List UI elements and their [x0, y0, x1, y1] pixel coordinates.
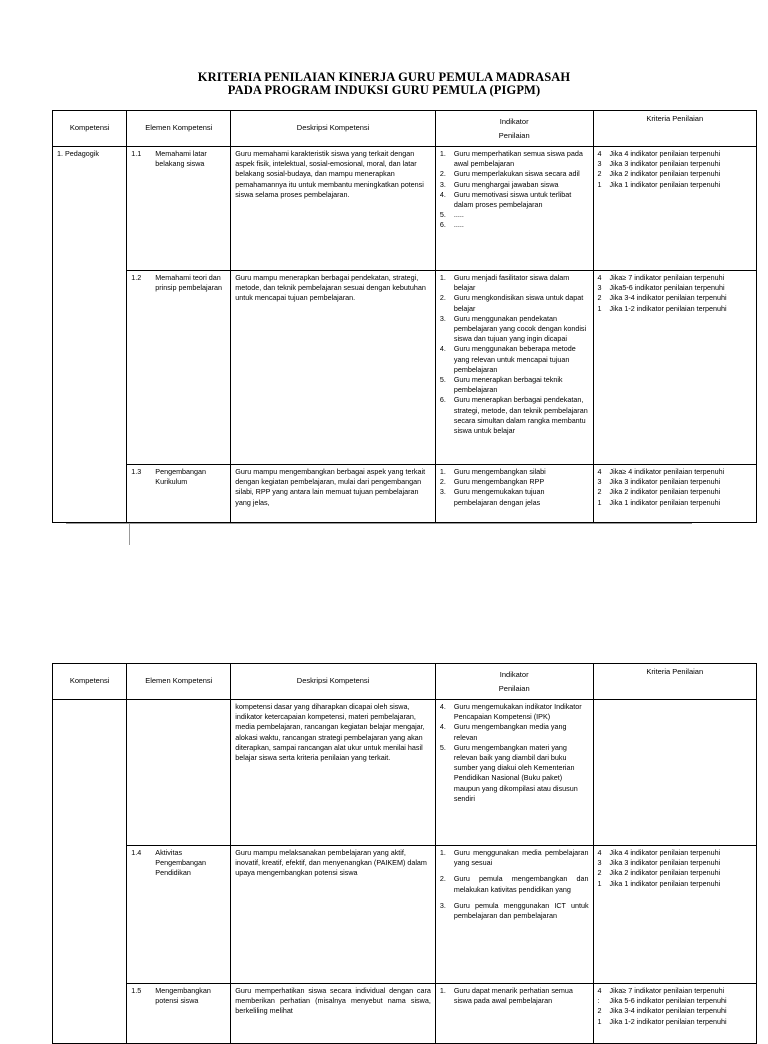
table-row [53, 846, 757, 984]
kriteria-text: Jika 4 indikator penilaian terpenuhi [609, 848, 721, 857]
indikator-text: Guru mengemukakan indikator Indikator Pencapaian Kompetensi (IPK) [453, 702, 582, 722]
kriteria-line [598, 159, 752, 169]
elemen-label: Pengembangan Kurikulum [155, 467, 207, 487]
indikator-number: 1. [439, 986, 446, 995]
indikator-text: Guru memperhatikan semua siswa pada awal pembelajaran [453, 149, 583, 169]
header-indikator-line1: Indikator [499, 669, 529, 679]
kriteria-line [598, 293, 752, 303]
elemen-label: Memahami teori dan prinsip pembelajaran [155, 273, 223, 293]
kriteria-score: 1 [597, 179, 602, 189]
deskripsi-cell: Guru mampu melaksanakan pembelajaran yang aktif, inovatif, kreatif, efektif, dan menyenangkan (PAIKEM) dalam upaya mengembangkan potensi siswa [231, 846, 436, 984]
elemen-number: 1.2 [131, 273, 142, 282]
indikator-text: Guru menerapkan berbagai pendekatan, strategi, metode, dan teknik pembelajaran secara simultan dalam rangka membantu siswa untuk belajar [453, 395, 588, 436]
indikator-text: Guru menggunakan pendekatan pembelajaran yang cocok dengan kondisi siswa dan tujuan yang ingin dicapai [453, 313, 587, 344]
deskripsi-cell: Guru mampu mengembangkan berbagai aspek yang terkait dengan kegiatan pembelajaran, mulai dari pengembangan silabi, RPP yang antara lain memuat tujuan pembelajaran yang jelas, [231, 465, 436, 523]
kriteria-text: Jika 4 indikator penilaian terpenuhi [609, 149, 721, 158]
header-indikator-line1: Indikator [499, 116, 529, 126]
indikator-item [440, 169, 589, 179]
table-header-row [53, 111, 757, 147]
indikator-item [440, 722, 589, 742]
indikator-cell [435, 700, 593, 846]
kriteria-score: 1 [597, 1016, 602, 1026]
indikator-text: Guru memotivasi siswa untuk terlibat dalam proses pembelajaran [453, 189, 572, 210]
kriteria-text: Jika 3-4 indikator penilaian terpenuhi [609, 1006, 727, 1016]
elemen-cell [127, 984, 231, 1044]
kriteria-line [598, 304, 752, 314]
indikator-item [440, 149, 589, 169]
indikator-number: 2. [439, 293, 446, 303]
indikator-number: 6. [439, 395, 446, 405]
table-row [53, 984, 757, 1044]
indikator-text: Guru mengkondisikan siswa untuk dapat belajar [453, 293, 584, 313]
indikator-number: 4. [439, 722, 446, 732]
kriteria-text: Jika 3-4 indikator penilaian terpenuhi [609, 293, 727, 303]
kriteria-text: Jika5-6 indikator penilaian terpenuhi [609, 283, 725, 293]
kriteria-text: Jika 2 indikator penilaian terpenuhi [609, 868, 721, 878]
kriteria-line [598, 180, 752, 190]
indikator-cell [435, 465, 593, 523]
indikator-text: Guru menerapkan berbagai teknik pembelajaran [453, 375, 563, 395]
indikator-text: Guru mengembangkan RPP [453, 477, 545, 487]
kriteria-score: 1 [597, 878, 602, 888]
indikator-item [440, 848, 589, 868]
kriteria-line [598, 868, 752, 878]
kriteria-cell [593, 465, 756, 523]
elemen-cell [127, 465, 231, 523]
page-break-marker [129, 523, 130, 545]
indikator-number: 2. [439, 874, 446, 884]
table-header-row [53, 664, 757, 700]
kriteria-line [598, 477, 752, 487]
kompetensi-cell: 1. Pedagogik [53, 147, 127, 523]
kriteria-text: Jika 1 indikator penilaian terpenuhi [609, 179, 721, 189]
indikator-number: 1. [439, 467, 446, 476]
indikator-number: 5. [439, 375, 446, 385]
kriteria-score: 3 [597, 159, 602, 169]
table-row [53, 465, 757, 523]
kriteria-cell [593, 846, 756, 984]
table-row [53, 271, 757, 465]
indikator-text: Guru memperlakukan siswa secara adil [453, 169, 580, 179]
indikator-number: 2. [439, 169, 446, 179]
kriteria-text: Jika 3 indikator penilaian terpenuhi [609, 477, 721, 487]
kriteria-text: Jika 1-2 indikator penilaian terpenuhi [609, 303, 727, 313]
indikator-item [440, 190, 589, 210]
indikator-number: 2. [439, 477, 446, 487]
deskripsi-cell: kompetensi dasar yang diharapkan dicapai oleh siswa, indikator ketercapaian kompetensi, materi pembelajaran, media pembelajaran, rancangan kegiatan belajar mengajar, alokasi waktu, rancangan strategi pembelajaran yang akan diterapkan, sampai rancangan alat ukur untuk menilai hasil belajar siswa serta kriteria penilaian yang terkait. [231, 700, 436, 846]
kriteria-line [598, 467, 752, 477]
indikator-number: 4. [439, 189, 446, 199]
kriteria-score: : [597, 996, 600, 1006]
kriteria-score: 1 [597, 303, 602, 313]
indikator-number: 3. [439, 179, 446, 189]
header-deskripsi: Deskripsi Kompetensi [231, 111, 436, 147]
header-kriteria: Kriteria Penilaian [593, 111, 756, 147]
kriteria-score: 2 [597, 487, 602, 497]
kriteria-text: Jika≥ 7 indikator penilaian terpenuhi [609, 986, 725, 995]
kriteria-score: 4 [597, 467, 602, 476]
kriteria-text: Jika 3 indikator penilaian terpenuhi [609, 858, 721, 868]
elemen-number: 1.1 [131, 149, 142, 158]
elemen-number: 1.4 [131, 848, 142, 857]
indikator-item [440, 344, 589, 375]
indikator-text: Guru pemula menggunakan ICT untuk pembelajaran dan pembelajaran [453, 900, 589, 921]
indikator-number: 3. [439, 900, 446, 910]
indikator-text: Guru menghargai jawaban siswa [453, 179, 559, 189]
deskripsi-cell: Guru memperhatikan siswa secara individual dengan cara memberikan perhatian (misalnya menyebut nama siswa, berkeliling melihat [231, 984, 436, 1044]
elemen-number: 1.3 [131, 467, 142, 476]
document-title-line1: KRITERIA PENILAIAN KINERJA GURU PEMULA MADRASAH [197, 70, 571, 84]
indikator-cell [435, 984, 593, 1044]
kriteria-score: 4 [597, 273, 602, 282]
kriteria-cell [593, 147, 756, 271]
kriteria-text: Jika 2 indikator penilaian terpenuhi [609, 169, 721, 179]
indikator-item [440, 180, 589, 190]
kriteria-line [598, 283, 752, 293]
indikator-number: 3. [439, 487, 446, 497]
kriteria-text: Jika 2 indikator penilaian terpenuhi [609, 487, 721, 497]
indikator-cell [435, 271, 593, 465]
criteria-table-page2 [52, 663, 757, 1044]
indikator-cell [435, 147, 593, 271]
header-indikator [435, 111, 593, 147]
indikator-text: ..... [453, 210, 464, 220]
elemen-label: Memahami latar belakang siswa [155, 149, 207, 169]
kriteria-line [598, 879, 752, 889]
indikator-item [440, 477, 589, 487]
kriteria-score: 2 [597, 1006, 602, 1016]
indikator-number: 1. [439, 149, 446, 158]
kriteria-line [598, 986, 752, 996]
indikator-item [440, 487, 589, 507]
elemen-label: Aktivitas Pengembangan Pendidikan [155, 848, 207, 878]
kriteria-score: 4 [597, 848, 602, 857]
indikator-text: Guru pemula mengembangkan dan melakukan kativitas pendidikan yang [453, 874, 589, 894]
indikator-number: 4. [439, 344, 446, 354]
elemen-label: Mengembangkan potensi siswa [155, 986, 211, 1006]
kriteria-score: 2 [597, 293, 602, 303]
indikator-item [440, 314, 589, 345]
kriteria-score: 3 [597, 477, 602, 487]
kriteria-cell [593, 984, 756, 1044]
indikator-text: Guru menggunakan beberapa metode yang relevan untuk mencapai tujuan pembelajaran [453, 344, 576, 374]
indikator-number: 5. [439, 210, 446, 220]
document-title-line2: PADA PROGRAM INDUKSI GURU PEMULA (PIGPM) [227, 83, 541, 97]
header-indikator-line2: Penilaian [498, 130, 530, 140]
header-indikator [435, 664, 593, 700]
indikator-item [440, 467, 589, 477]
indikator-text: Guru mengemukakan tujuan pembelajaran dengan jelas [453, 487, 545, 507]
kriteria-cell [593, 271, 756, 465]
kriteria-score: 3 [597, 283, 602, 293]
indikator-number: 3. [439, 313, 446, 323]
header-kompetensi: Kompetensi [53, 111, 127, 147]
header-elemen: Elemen Kompetensi [127, 664, 231, 700]
elemen-cell [127, 147, 231, 271]
table-row [53, 700, 757, 846]
kriteria-score: 2 [597, 868, 602, 878]
indikator-text: Guru dapat menarik perhatian semua siswa pada awal pembelajaran [453, 986, 573, 1006]
indikator-item [440, 702, 589, 722]
kriteria-text: Jika 1-2 indikator penilaian terpenuhi [609, 1016, 727, 1026]
page-break-line [66, 523, 692, 524]
kriteria-line [598, 498, 752, 508]
indikator-text: Guru mengembangkan silabi [453, 467, 546, 476]
kriteria-score: 2 [597, 169, 602, 179]
indikator-text: Guru menjadi fasilitator siswa dalam belajar [453, 273, 570, 293]
indikator-text: ..... [453, 220, 464, 230]
header-kompetensi: Kompetensi [53, 664, 127, 700]
indikator-number: 1. [439, 273, 446, 282]
header-indikator-line2: Penilaian [498, 683, 530, 693]
kriteria-score: 3 [597, 858, 602, 868]
kriteria-line [598, 273, 752, 283]
criteria-table-page1 [52, 110, 757, 523]
kriteria-text: Jika 1 indikator penilaian terpenuhi [609, 878, 721, 888]
kriteria-line [598, 1017, 752, 1027]
kriteria-text: Jika 3 indikator penilaian terpenuhi [609, 159, 721, 169]
indikator-item [440, 395, 589, 436]
indikator-item [440, 220, 589, 230]
elemen-cell [127, 700, 231, 846]
kriteria-score: 4 [597, 149, 602, 158]
deskripsi-cell: Guru mampu menerapkan berbagai pendekatan, strategi, metode, dan teknik pembelajaran sesuai dengan kebutuhan untuk mencapai tujuan pembelajaran. [231, 271, 436, 465]
kriteria-text: Jika 1 indikator penilaian terpenuhi [609, 497, 721, 507]
deskripsi-cell: Guru memahami karakteristik siswa yang terkait dengan aspek fisik, intelektual, sosial-emosional, moral, dan latar belakang sosial-budaya, dan mampu menerapkan pemahamannya itu untuk membantu meningkatkan potensi siswa selama proses pembelajaran. [231, 147, 436, 271]
kriteria-line [598, 169, 752, 179]
kriteria-line [598, 848, 752, 858]
indikator-text: Guru mengembangkan media yang relevan [453, 722, 567, 742]
indikator-item [440, 901, 589, 921]
indikator-item [440, 874, 589, 894]
kriteria-line [598, 996, 752, 1006]
indikator-item [440, 210, 589, 220]
header-elemen: Elemen Kompetensi [127, 111, 231, 147]
indikator-cell [435, 846, 593, 984]
table-row [53, 147, 757, 271]
elemen-number: 1.5 [131, 986, 142, 995]
kriteria-line [598, 487, 752, 497]
indikator-item [440, 986, 589, 1006]
indikator-text: Guru mengembangkan materi yang relevan baik yang diambil dari buku sumber yang diakui oleh Kementerian Pendidikan Nasional (Buku paket) maupun yang dikompilasi atau disusun sendiri [453, 742, 578, 803]
header-deskripsi: Deskripsi Kompetensi [231, 664, 436, 700]
indikator-number: 1. [439, 848, 446, 857]
kriteria-text: Jika≥ 4 indikator penilaian terpenuhi [609, 467, 725, 476]
indikator-item [440, 375, 589, 395]
elemen-cell [127, 846, 231, 984]
indikator-item [440, 273, 589, 293]
indikator-item [440, 293, 589, 313]
kriteria-line [598, 858, 752, 868]
indikator-item [440, 743, 589, 804]
indikator-number: 6. [439, 220, 446, 230]
header-kriteria: Kriteria Penilaian [593, 664, 756, 700]
kompetensi-cell [53, 700, 127, 1044]
kriteria-cell [593, 700, 756, 846]
kriteria-score: 4 [597, 986, 602, 995]
indikator-number: 4. [439, 702, 446, 711]
kriteria-score: 1 [597, 497, 602, 507]
indikator-text: Guru menggunakan media pembelajaran yang sesuai [453, 848, 589, 868]
kriteria-line [598, 1006, 752, 1016]
indikator-number: 5. [439, 742, 446, 752]
elemen-cell [127, 271, 231, 465]
kriteria-text: Jika≥ 7 indikator penilaian terpenuhi [609, 273, 725, 282]
kriteria-text: Jika 5-6 indikator penilaian terpenuhi [609, 996, 727, 1006]
kriteria-line [598, 149, 752, 159]
